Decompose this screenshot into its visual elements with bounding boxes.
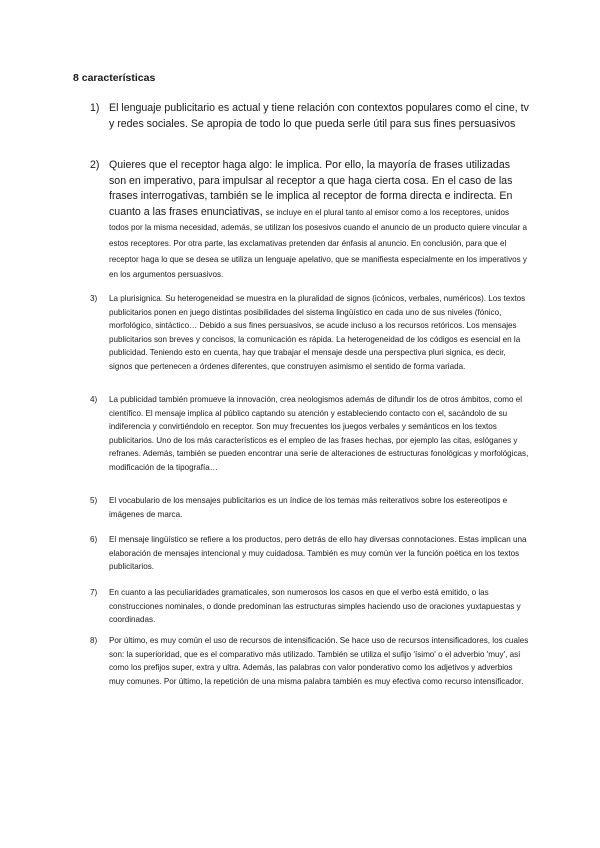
- item-number: 6): [90, 535, 98, 544]
- item-text: La plurisignica. Su heterogeneidad se muestra en la pluralidad de signos (icónicos, verbales, numéricos). Los textos publicitarios ponen en juego distintas posibilidades del sistema lingüístico en cada uno de sus niveles (fónico, morfológico, sintáctico… Debido a sus fines persuasivos, se acude incluso a los recursos retóricos. Los mensajes publicitarios son breves y concisos, la comunicación es rápida. La heterogeneidad de los códigos es esencial en la publicidad. Teniendo esto en cuenta, hay que trabajar el mensaje desde una perspectiva pluri signica, es decir, signos que pertenecen a órdenes diferentes, que construyen asimismo el sentido de forma variada.: [109, 294, 526, 371]
- list-item-4: [90, 393, 530, 475]
- item-number: 2): [90, 159, 100, 171]
- item-number: 3): [90, 294, 98, 303]
- item-text-small: se incluye en el plural tanto al emisor como a los receptores, unidos todos por la misma necesidad, además, se utilizan los posesivos cuando el anuncio de un producto quiere vincular a estos receptores. Por otra parte, las exclamativas pretenden dar énfasis al anuncio. En conclusión, para que el receptor haga lo que se desea se utiliza un lenguaje apelativo, que se manifiesta especialmente en los imperativos y en los argumentos persuasivos.: [109, 207, 527, 280]
- list-item-8: [90, 634, 530, 688]
- item-text-large: Quieres que el receptor haga algo: le implica. Por ello, la mayoría de frases utilizadas son en imperativo, para impulsar al receptor a que haga cierta cosa. En el caso de las frases interrogativas, también se le implica al receptor de forma directa e indirecta. En cuanto a las frases enunciativas,: [109, 159, 513, 218]
- item-number: 5): [90, 496, 98, 505]
- list-item-6: [90, 533, 530, 574]
- item-text: [109, 158, 530, 283]
- list-item-7: [90, 586, 530, 627]
- item-text: El vocabulario de los mensajes publicitarios es un índice de los temas más reiterativos sobre los estereotipos e imágenes de marca.: [109, 496, 508, 519]
- list-item-2: [90, 158, 530, 283]
- item-number: 1): [90, 102, 100, 114]
- page-title: 8 características: [73, 72, 156, 84]
- list-item-1: [90, 101, 530, 132]
- item-text: En cuanto a las peculiaridades gramaticales, son numerosos los casos en que el verbo está emitido, o las construcciones nominales, o donde predominan las estructuras simples haciendo uso de oraciones yuxtapuestas y coordinadas.: [109, 588, 521, 625]
- item-number: 8): [90, 636, 98, 645]
- item-text: El mensaje lingüístico se refiere a los productos, pero detrás de ello hay diversas connotaciones. Estas implican una elaboración de mensajes intencional y muy cuidadosa. También es muy común ver la función poética en los textos publicitarios.: [109, 535, 527, 572]
- item-text: Por último, es muy común el uso de recursos de intensificación. Se hace uso de recursos intensificadores, los cuales son: la superioridad, que es el comparativo más utilizado. También se utiliza el sufijo 'ísimo' o el adverbio 'muy', así como los prefijos super, extra y ultra. Además, las palabras con valor ponderativo como los adjetivos y adverbios muy comunes. Por último, la repetición de una misma palabra también es muy efectiva como recurso intensificador.: [109, 636, 529, 686]
- list-item-5: [90, 494, 530, 521]
- list-item-3: [90, 292, 530, 374]
- item-text: La publicidad también promueve la innovación, crea neologismos además de difundir los de otros ámbitos, como el científico. El mensaje implica al público captando su atención y estableciendo contacto con el, sacándolo de su indiferencia y convirtiéndolo en receptor. Son muy frecuentes los juegos verbales y semánticos en los textos publicitarios. Uno de los más característicos es el empleo de las frases hechas, por ejemplo las citas, eslóganes y refranes. Además, también se pueden encontrar una serie de alteraciones de estructuras fonológicas y morfológicas, modificación de la tipografía…: [109, 395, 529, 472]
- item-number: 4): [90, 395, 98, 404]
- item-number: 7): [90, 588, 98, 597]
- item-text: El lenguaje publicitario es actual y tiene relación con contextos populares como el cine, tv y redes sociales. Se apropia de todo lo que pueda serle útil para sus fines persuasivos: [109, 102, 529, 130]
